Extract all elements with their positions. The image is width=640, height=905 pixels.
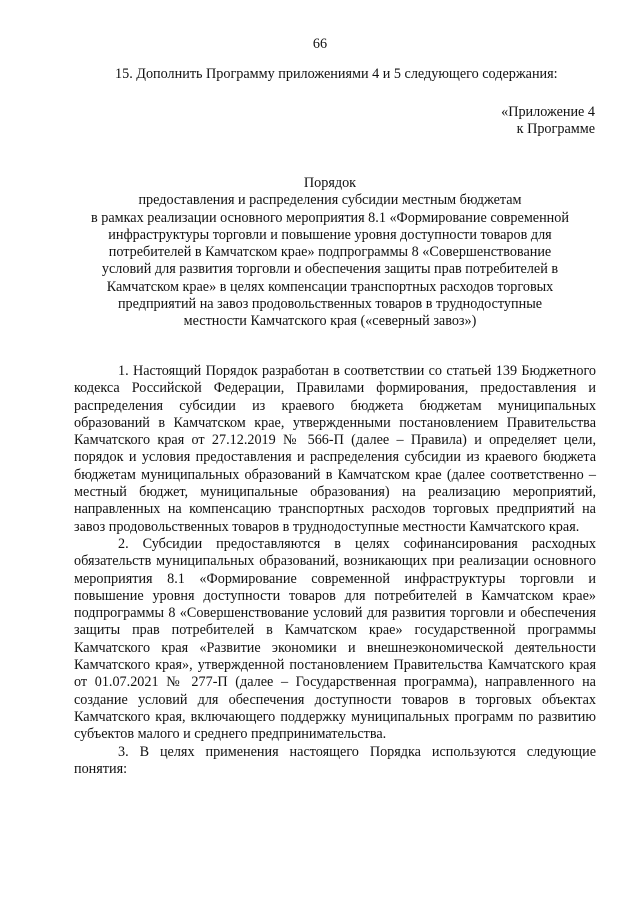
body-text — [74, 363, 596, 778]
appendix-reference-line: «Приложение 4 — [501, 104, 595, 120]
title-line: предоставления и распределения субсидии местным бюджетам — [138, 192, 522, 209]
title-line: условий для развития торговли и обеспечения защиты прав потребителей в — [101, 261, 559, 278]
appendix-reference — [295, 104, 595, 139]
paragraph: 3. В целях применения настоящего Порядка используются следующие понятия: — [74, 743, 596, 777]
title-line: инфраструктуры торговли и повышение уровня доступности товаров для — [108, 226, 552, 243]
appendix-reference-line: к Программе — [516, 121, 595, 138]
page-number: 66 — [312, 36, 328, 52]
title-line: в рамках реализации основного мероприятия 8.1 «Формирование современной — [91, 209, 569, 226]
title-line: местности Камчатского края («северный завоз») — [183, 313, 477, 330]
title-line: потребителей в Камчатском крае» подпрограммы 8 «Совершенствование — [108, 244, 552, 261]
paragraph: 2. Субсидии предоставляются в целях софинансирования расходных обязательств муниципальных образований, возникающих при реализации основного мероприятия 8.1 «Формирование современной инфраструктуры торговли и повышение уровня доступности товаров для потребителей в Камчатском крае» подпрограммы 8 «Совершенствование условий для развития торговли и обеспечения защиты прав потребителей в Камчатском крае» государственной программы Камчатского края «Развитие экономики и внешнеэкономической деятельности Камчатского края», утвержденной постановлением Правительства Камчатского края от 01.07.2021 № 277-П (далее – Государственная программа), направленного на создание условий для обеспечения доступности товаров в торговых объектах Камчатского края, включающего поддержку муниципальных программ по развитию субъектов малого и среднего предпринимательства. — [74, 535, 596, 743]
intro-line: 15. Дополнить Программу приложениями 4 и 5 следующего содержания: — [115, 66, 558, 82]
paragraph: 1. Настоящий Порядок разработан в соответствии со статьей 139 Бюджетного кодекса Российской Федерации, Правилами формирования, предоставления и распределения субсидии из краевого бюджета бюджетам муниципальных образований в Камчатском крае, утвержденными постановлением Правительства Камчатского края от 27.12.2019 № 566-П (далее – Правила) и определяет цели, порядок и условия предоставления и распределения субсидии из краевого бюджета бюджетам муниципальных образований в Камчатском крае (далее соответственно – местный бюджет, муниципальные образования) на реализацию мероприятий, направленных на компенсацию транспортных расходов торговых предприятий на завоз продовольственных товаров в труднодоступные местности Камчатского края. — [74, 363, 596, 535]
title-heading: Порядок — [303, 175, 357, 191]
title-line: Камчатском крае» в целях компенсации транспортных расходов торговых — [106, 278, 554, 295]
document-title — [60, 175, 600, 331]
title-line: предприятий на завоз продовольственных товаров в труднодоступные — [117, 296, 543, 313]
